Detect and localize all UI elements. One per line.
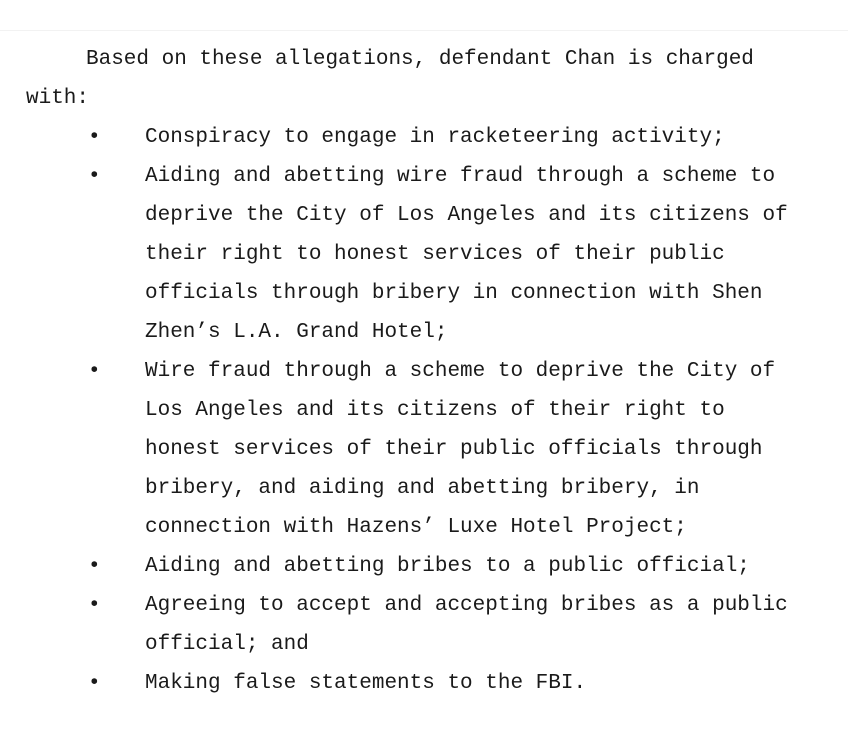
charge-text: Wire fraud through a scheme to deprive the City of (145, 360, 776, 383)
bullet-icon: • (88, 555, 101, 578)
charge-text: honest services of their public officials through (145, 438, 763, 461)
charge-text: their right to honest services of their public (145, 243, 725, 266)
charge-item (26, 586, 826, 664)
intro-line-1: Based on these allegations, defendant Chan is charged (86, 48, 754, 71)
page-top-rule (0, 30, 848, 31)
charge-item (26, 547, 826, 586)
bullet-icon: • (88, 360, 101, 383)
charge-text: Conspiracy to engage in racketeering activity; (145, 126, 725, 149)
charge-item (26, 352, 826, 547)
charge-text: Aiding and abetting bribes to a public official; (145, 555, 750, 578)
charge-item (26, 157, 826, 352)
charge-text: official; and (145, 633, 309, 656)
charge-text: bribery, and aiding and abetting bribery, in (145, 477, 700, 500)
charge-text: Zhen’s L.A. Grand Hotel; (145, 321, 448, 344)
charge-item (26, 664, 826, 703)
charge-text: officials through bribery in connection with Shen (145, 282, 763, 305)
bullet-icon: • (88, 126, 101, 149)
charge-text: Agreeing to accept and accepting bribes as a public (145, 594, 788, 617)
charge-item (26, 118, 826, 157)
bullet-icon: • (88, 594, 101, 617)
document-body (26, 40, 826, 703)
bullet-icon: • (88, 165, 101, 188)
charge-text: Making false statements to the FBI. (145, 672, 587, 695)
charge-text: Aiding and abetting wire fraud through a scheme to (145, 165, 776, 188)
charge-text: connection with Hazens’ Luxe Hotel Project; (145, 516, 687, 539)
charge-text: deprive the City of Los Angeles and its citizens of (145, 204, 788, 227)
intro-line-2: with: (26, 87, 90, 110)
bullet-icon: • (88, 672, 101, 695)
charge-text: Los Angeles and its citizens of their right to (145, 399, 725, 422)
